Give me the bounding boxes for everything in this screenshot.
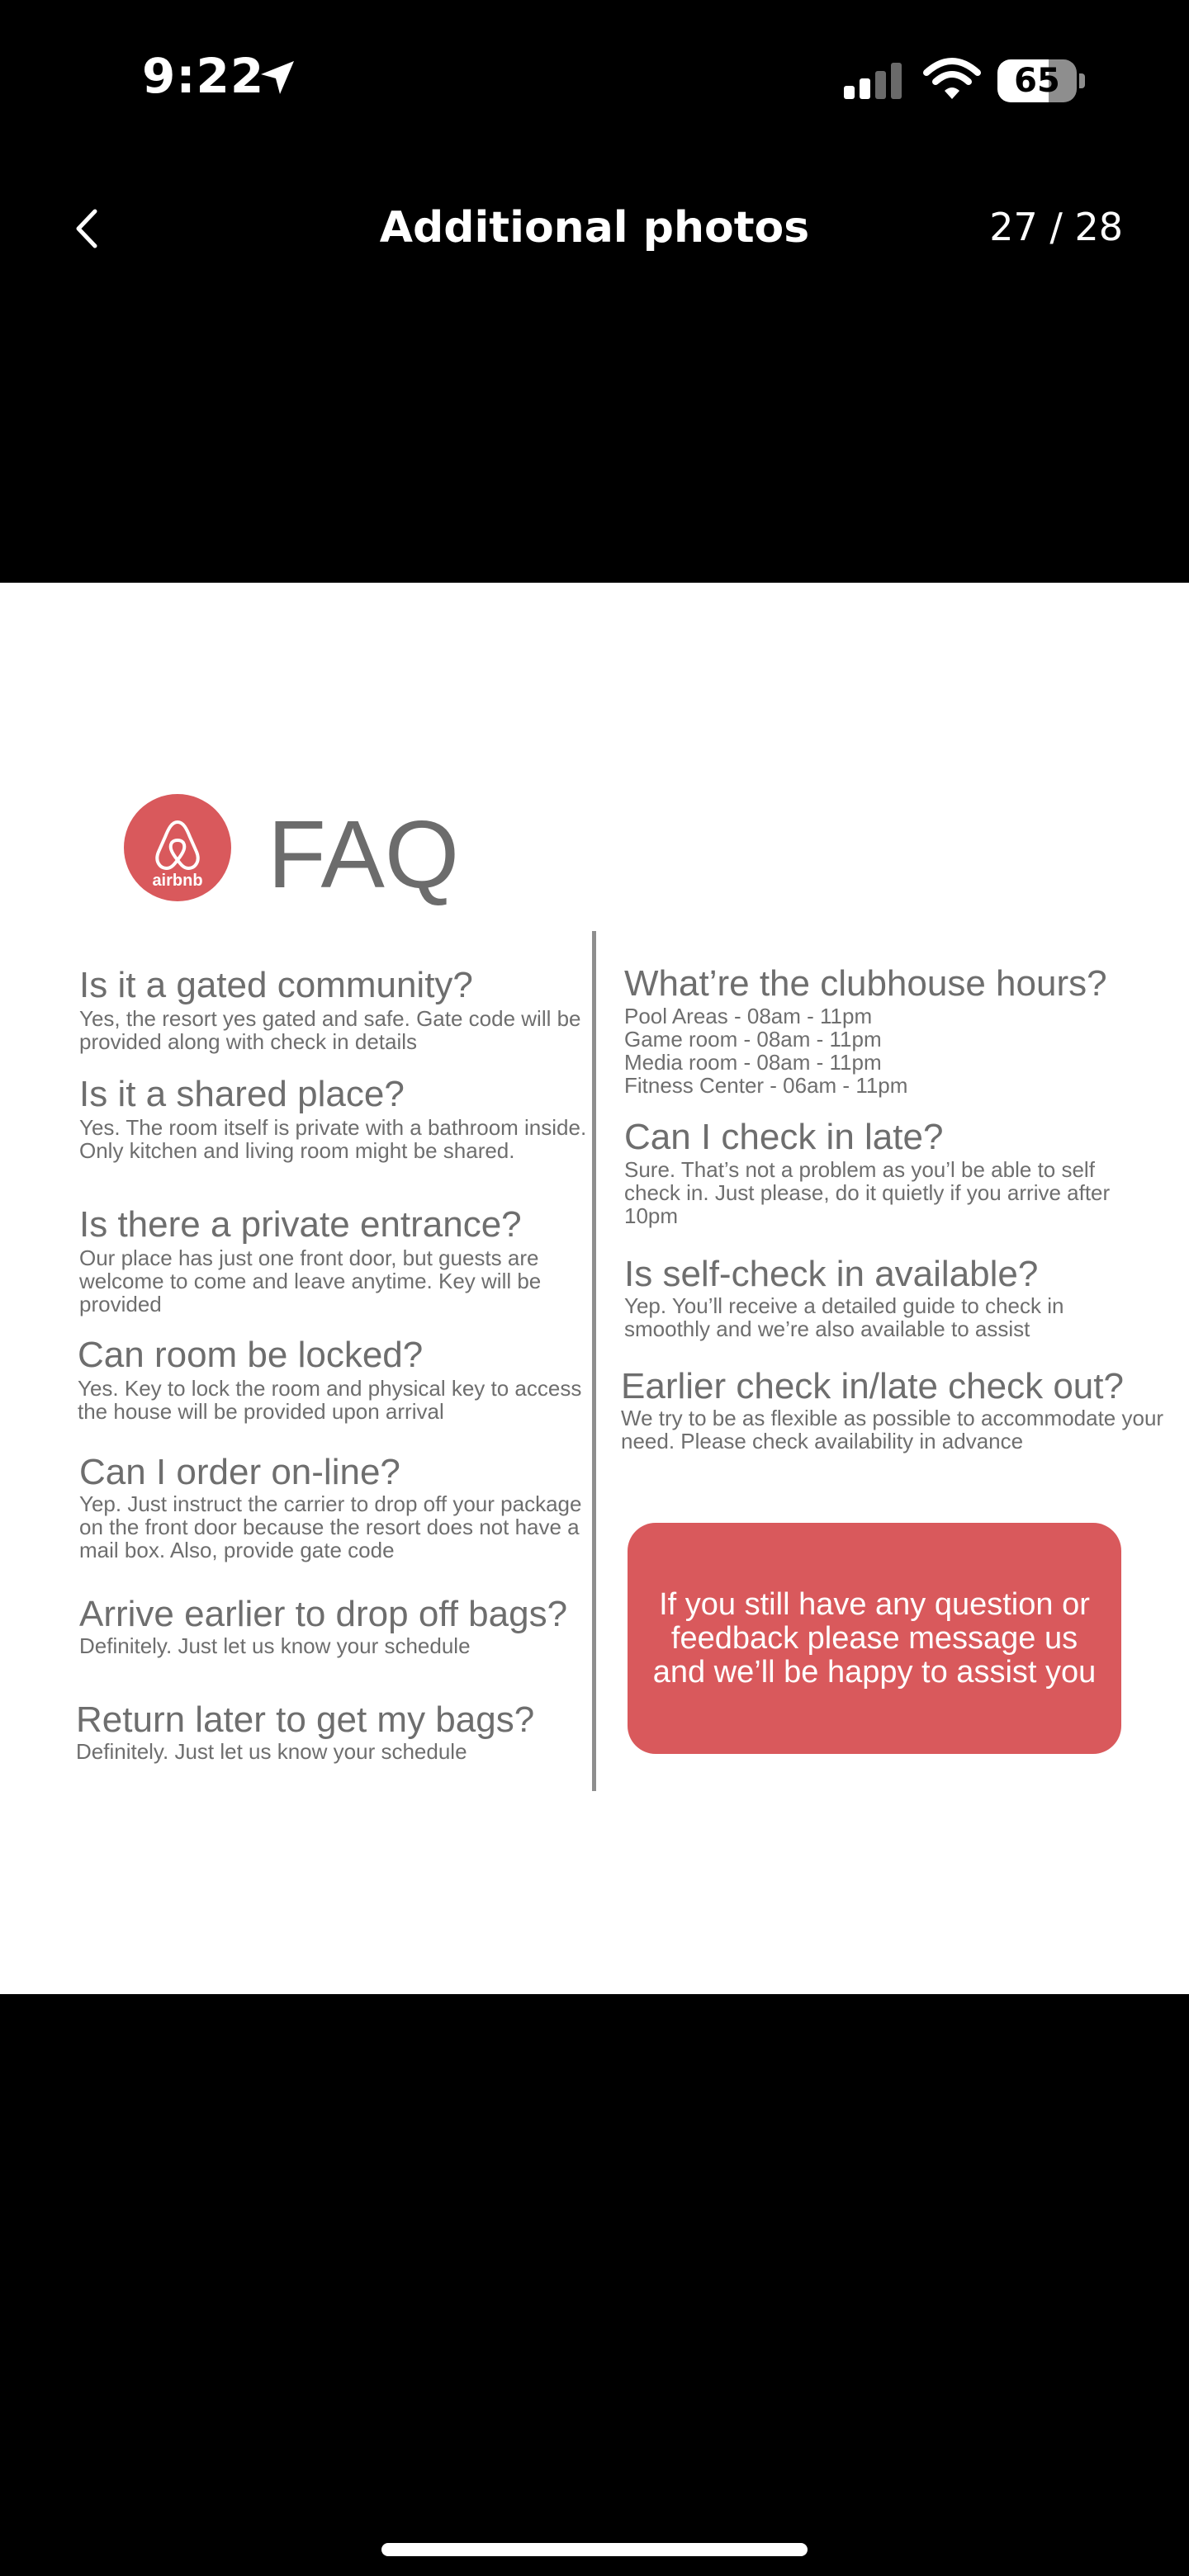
back-button[interactable] [59, 198, 114, 259]
faq-title: FAQ [268, 801, 460, 908]
faq-question: Return later to get my bags? [76, 1699, 535, 1740]
faq-answer: Our place has just one front door, but guests are welcome to come and leave anytime. Key will be provided [79, 1245, 542, 1316]
faq-answer: Yep. Just instruct the carrier to drop off your package on the front door because the resort does not have a mail box. Also, provide gate code [79, 1491, 582, 1562]
faq-answer: Yes, the resort yes gated and safe. Gate code will be provided along with check in details [79, 1006, 581, 1054]
faq-question: Is it a gated community? [79, 965, 473, 1005]
faq-answer: Sure. That’s not a problem as you’l be able to self check in. Just please, do it quietly if you arrive after 10pm [624, 1157, 1111, 1228]
faq-question: Can room be locked? [78, 1335, 424, 1375]
status-time: 9:22 [142, 48, 265, 104]
faq-question: Can I order on-line? [79, 1452, 400, 1492]
faq-question: Is there a private entrance? [79, 1204, 522, 1245]
location-arrow-icon [258, 58, 297, 97]
battery-level: 65 [1014, 62, 1060, 100]
home-indicator[interactable] [381, 2543, 808, 2556]
clubhouse-hours-line: Fitness Center - 06am - 11pm [624, 1073, 908, 1098]
wifi-icon [923, 56, 981, 101]
column-divider [592, 931, 596, 1791]
faq-answer: Definitely. Just let us know your schedule [76, 1739, 467, 1764]
cellular-signal-icon [842, 61, 905, 101]
photo-counter: 27 / 28 [989, 205, 1123, 249]
clubhouse-hours-line: Pool Areas - 08am - 11pm [624, 1004, 873, 1028]
clubhouse-hours-line: Game room - 08am - 11pm [624, 1027, 882, 1052]
chevron-left-icon [74, 208, 99, 249]
faq-answer: Yep. You’ll receive a detailed guide to check in smoothly and we’re also available to assist [624, 1293, 1064, 1341]
page-title: Additional photos [379, 203, 810, 253]
faq-question: What’re the clubhouse hours? [624, 963, 1107, 1004]
contact-callout: If you still have any question or feedback please message us and we’ll be happy to assist you [628, 1523, 1121, 1754]
faq-answer: Yes. Key to lock the room and physical key to access the house will be provided upon arrival [78, 1376, 582, 1424]
faq-answer: We try to be as flexible as possible to accommodate your need. Please check availability in advance [621, 1406, 1164, 1453]
faq-answer: Definitely. Just let us know your schedule [79, 1633, 471, 1658]
faq-answer: Yes. The room itself is private with a bathroom inside. Only kitchen and living room might be shared. [79, 1115, 587, 1163]
faq-question: Arrive earlier to drop off bags? [79, 1594, 568, 1634]
airbnb-logo-text: airbnb [152, 872, 203, 890]
airbnb-logo [124, 794, 231, 901]
faq-question: Can I check in late? [624, 1117, 944, 1157]
faq-question: Is it a shared place? [79, 1074, 405, 1114]
faq-question: Earlier check in/late check out? [621, 1366, 1124, 1406]
faq-question: Is self-check in available? [624, 1254, 1039, 1294]
battery-icon [997, 59, 1085, 102]
clubhouse-hours-line: Media room - 08am - 11pm [624, 1050, 882, 1075]
